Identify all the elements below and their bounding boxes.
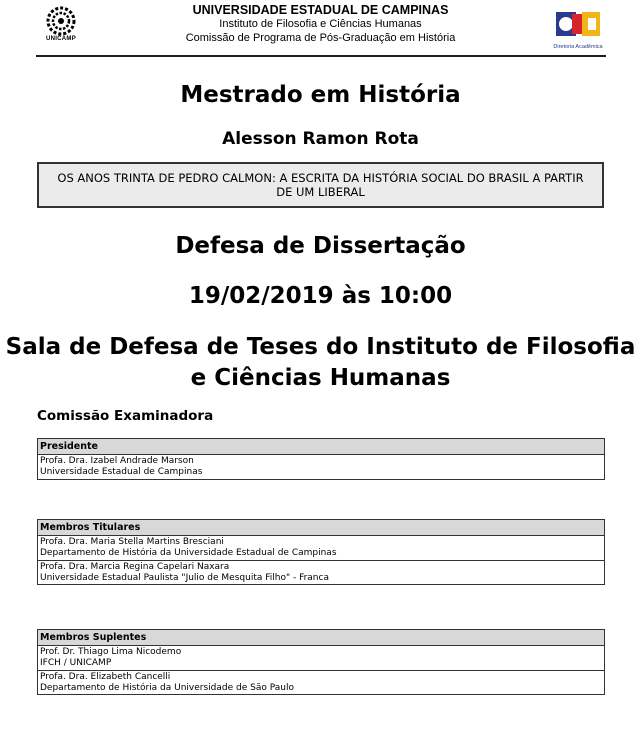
event-datetime: 19/02/2019 às 10:00 — [188, 283, 453, 309]
member-affiliation: IFCH / UNICAMP — [40, 658, 112, 668]
institute-name: Instituto de Filosofia e Ciências Humanas — [219, 18, 422, 30]
dac-emblem-icon — [552, 8, 604, 40]
candidate-name: Alesson Ramon Rota — [222, 129, 419, 149]
member-name: Profa. Dra. Marcia Regina Capelari Naxara — [40, 562, 230, 572]
member-name: Prof. Dr. Thiago Lima Nicodemo — [40, 647, 182, 657]
table-row — [38, 646, 604, 670]
committee-name: Comissão de Programa de Pós-Graduação em História — [185, 32, 456, 44]
unicamp-logo-text: UNICAMP — [45, 36, 77, 42]
document-header — [0, 0, 641, 54]
header-text — [0, 3, 641, 45]
president-table — [37, 438, 605, 480]
header-divider — [36, 55, 606, 57]
program-title: Mestrado em História — [180, 82, 461, 108]
table-row — [38, 536, 604, 560]
university-name: UNIVERSIDADE ESTADUAL DE CAMPINAS — [192, 3, 449, 17]
thesis-title: OS ANOS TRINTA DE PEDRO CALMON: A ESCRITA DA HISTÓRIA SOCIAL DO BRASIL A PARTIR DE UM LIBERAL — [57, 171, 584, 199]
member-affiliation: Departamento de História da Universidade de São Paulo — [40, 683, 294, 693]
event-location: Sala de Defesa de Teses do Instituto de Filosofia e Ciências Humanas — [5, 334, 636, 391]
dac-logo-text: Diretoria Acadêmica — [553, 44, 603, 50]
titulares-table-header: Membros Titulares — [38, 520, 604, 536]
member-name: Profa. Dra. Izabel Andrade Marson — [40, 456, 194, 466]
suplentes-table-header: Membros Suplentes — [38, 630, 604, 646]
committee-heading: Comissão Examinadora — [37, 408, 214, 424]
event-title: Defesa de Dissertação — [175, 233, 466, 259]
table-row — [38, 455, 604, 479]
table-row — [38, 560, 604, 584]
member-name: Profa. Dra. Elizabeth Cancelli — [40, 672, 171, 682]
titulares-table — [37, 519, 605, 585]
member-affiliation: Departamento de História da Universidade Estadual de Campinas — [40, 548, 337, 558]
thesis-title-box — [37, 162, 604, 208]
member-affiliation: Universidade Estadual de Campinas — [40, 467, 203, 477]
president-table-header: Presidente — [38, 439, 604, 455]
table-row — [38, 670, 604, 694]
dac-logo — [547, 8, 609, 50]
member-affiliation: Universidade Estadual Paulista "Julio de Mesquita Filho" - Franca — [40, 573, 329, 583]
suplentes-table — [37, 629, 605, 695]
member-name: Profa. Dra. Maria Stella Martins Bresciani — [40, 537, 224, 547]
